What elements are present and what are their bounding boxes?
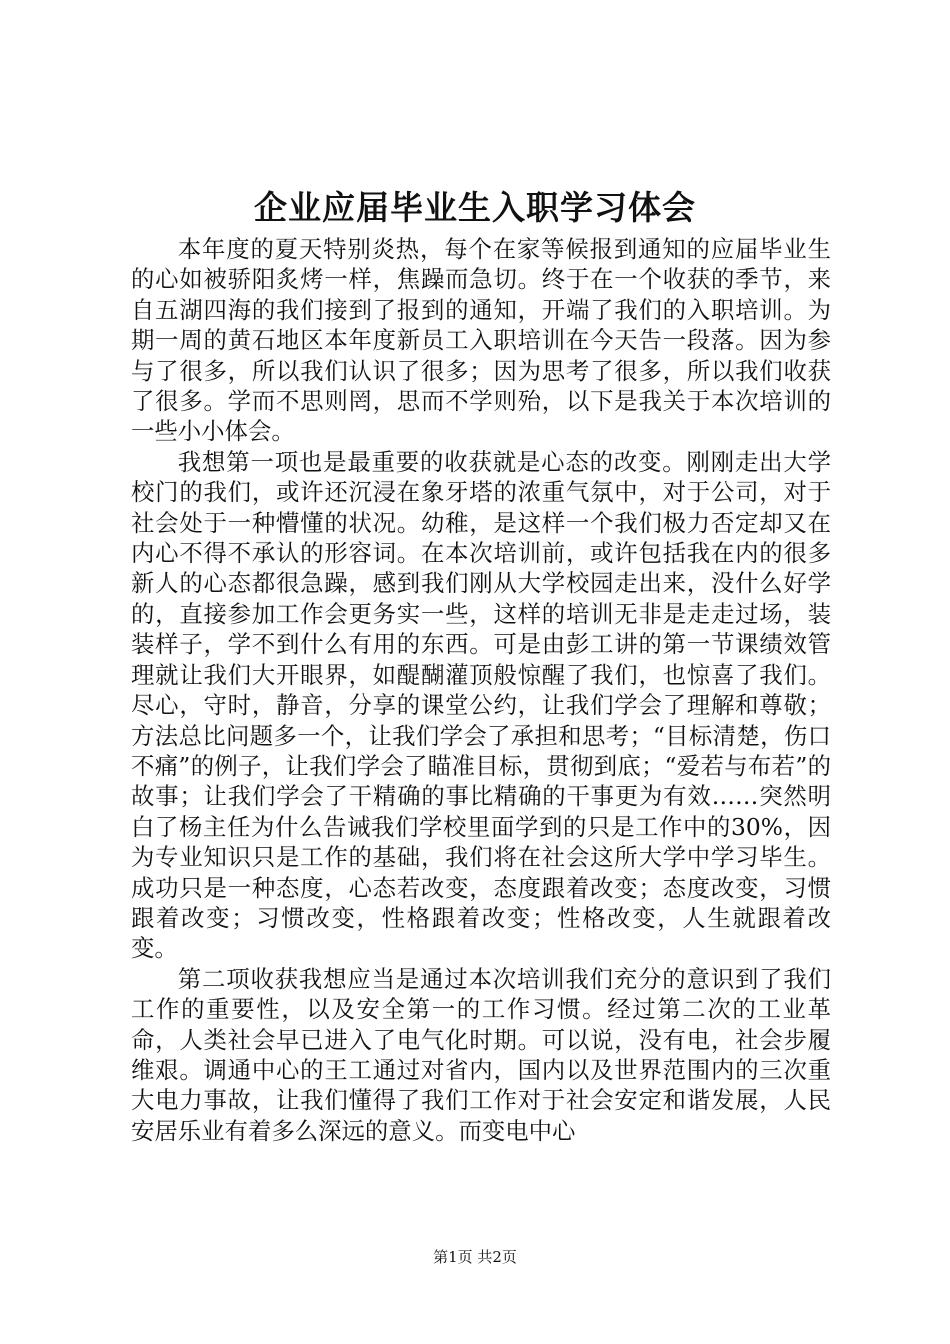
document-title: 企业应届毕业生入职学习体会 xyxy=(254,188,696,227)
page-number-footer: 第1页 共2页 xyxy=(433,1248,517,1266)
paragraph-3: 第二项收获我想应当是通过本次培训我们充分的意识到了我们工作的重要性，以及安全第一的工作习惯。经过第二次的工业革命，人类社会早已进入了电气化时期。可以说，没有电，社会步履维艰。调通中心的王工通过对省内，国内以及世界范围内的三次重大电力事故，让我们懂得了我们工作对于社会安定和谐发展，人民安居乐业有着多么深远的意义。而变电中心 xyxy=(131,964,831,1145)
document-body xyxy=(131,234,831,1146)
paragraph-2: 我想第一项也是最重要的收获就是心态的改变。刚刚走出大学校门的我们，或许还沉浸在象牙塔的浓重气氛中，对于公司，对于社会处于一种懵懂的状况。幼稚，是这样一个我们极力否定却又在内心不得不承认的形容词。在本次培训前，或许包括我在内的很多新人的心态都很急躁，感到我们刚从大学校园走出来，没什么好学的，直接参加工作会更务实一些，这样的培训无非是走走过场，装装样子，学不到什么有用的东西。可是由彭工讲的第一节课绩效管理就让我们大开眼界，如醍醐灌顶般惊醒了我们，也惊喜了我们。尽心，守时，静音，分享的课堂公约，让我们学会了理解和尊敬；方法总比问题多一个，让我们学会了承担和思考；“目标清楚，伤口不痛”的例子，让我们学会了瞄准目标，贯彻到底；“爱若与布若”的故事；让我们学会了干精确的事比精确的干事更为有效……突然明白了杨主任为什么告诫我们学校里面学到的只是工作中的30%，因为专业知识只是工作的基础，我们将在社会这所大学中学习毕生。成功只是一种态度，心态若改变，态度跟着改变；态度改变，习惯跟着改变；习惯改变，性格跟着改变；性格改变，人生就跟着改变。 xyxy=(131,447,831,963)
paragraph-1: 本年度的夏天特别炎热，每个在家等候报到通知的应届毕业生的心如被骄阳炙烤一样，焦躁而急切。终于在一个收获的季节，来自五湖四海的我们接到了报到的通知，开端了我们的入职培训。为期一周的黄石地区本年度新员工入职培训在今天告一段落。因为参与了很多，所以我们认识了很多；因为思考了很多，所以我们收获了很多。学而不思则罔，思而不学则殆，以下是我关于本次培训的一些小小体会。 xyxy=(131,235,831,446)
